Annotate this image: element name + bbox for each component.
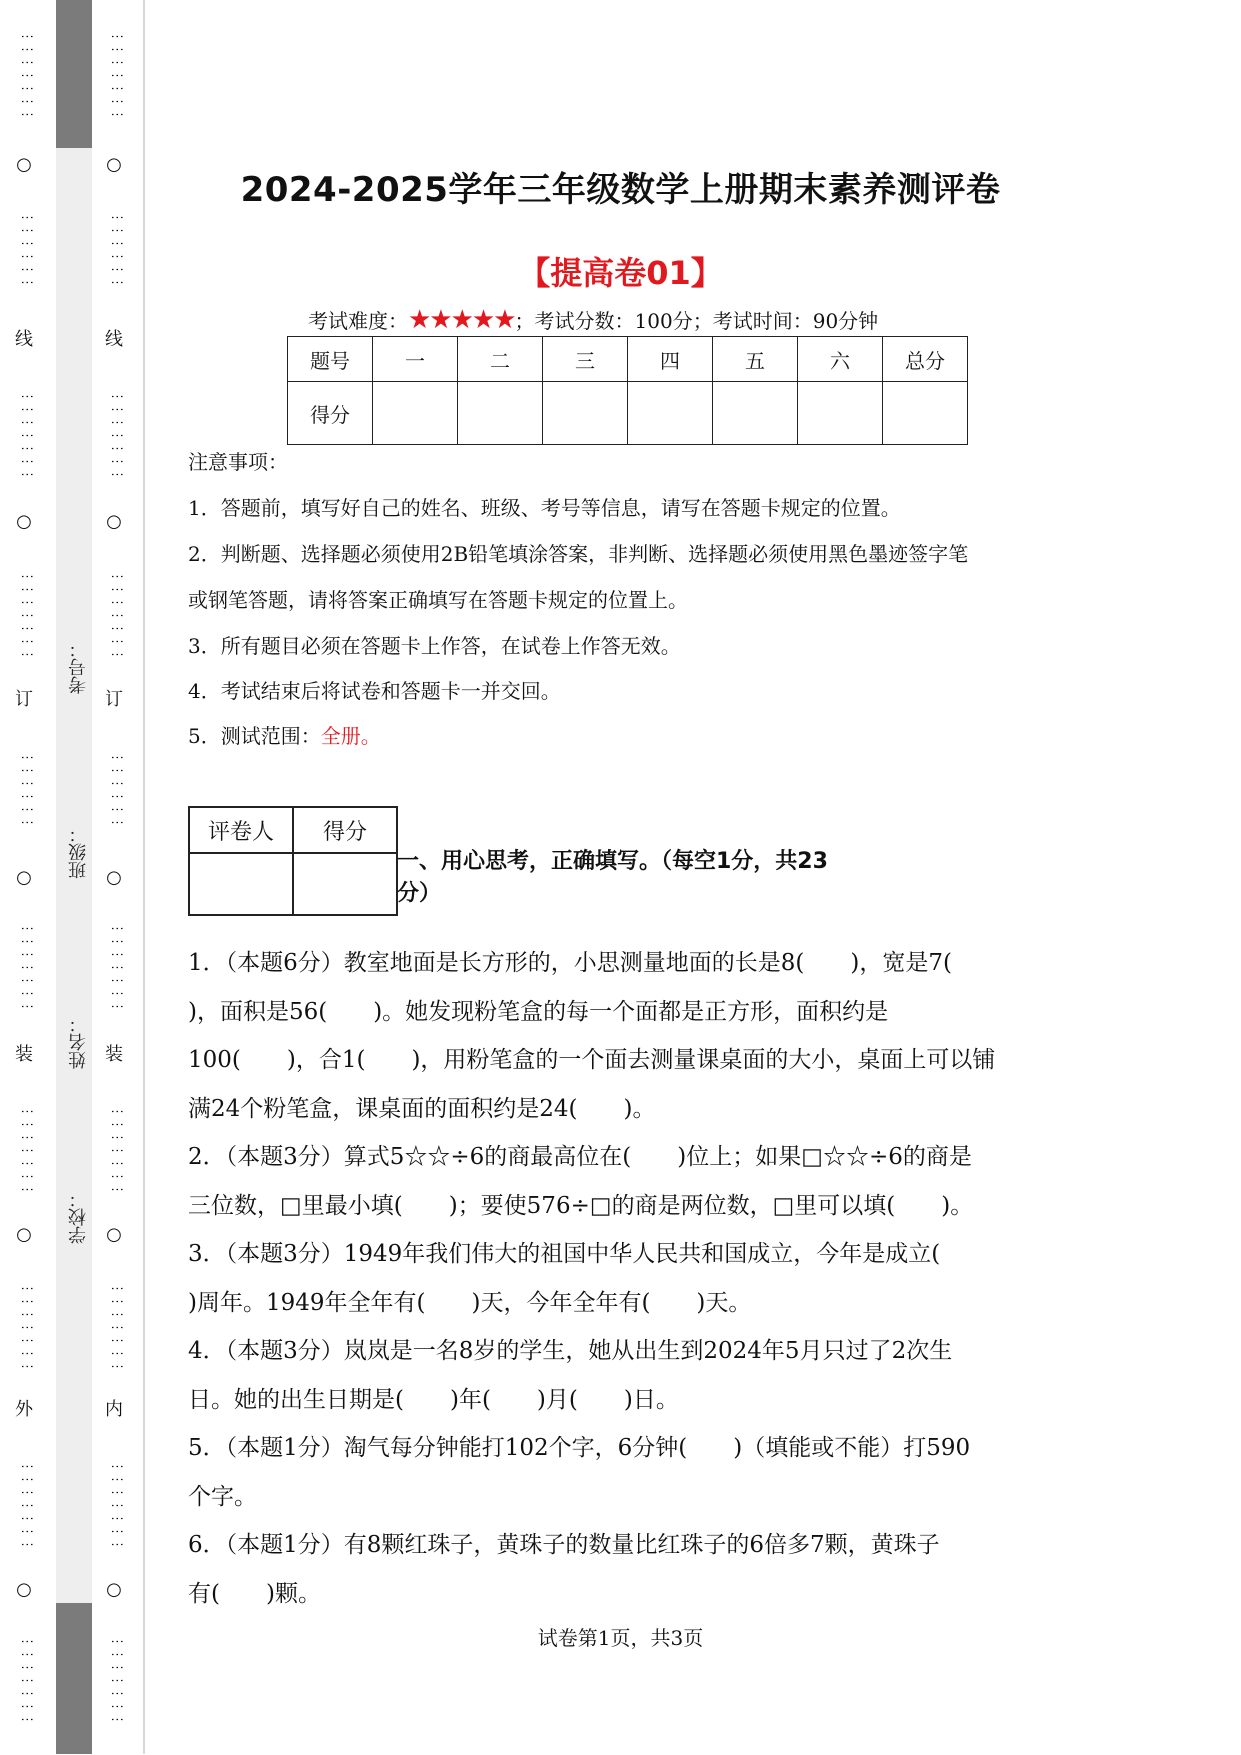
question-line: 3．（本题3分）1949年我们伟大的祖国中华人民共和国成立，今年是成立( <box>188 1241 941 1267</box>
note-item: 1．答题前，填写好自己的姓名、班级、考号等信息，请写在答题卡规定的位置。 <box>188 496 901 520</box>
dotted-guide: ⋮⋮⋮⋮⋮⋮⋮ <box>109 29 124 121</box>
grader-header: 评卷人 <box>189 807 293 853</box>
binding-circle: ○ <box>16 511 32 532</box>
difficulty-stars-icon: ★★★★★ <box>408 305 515 335</box>
dotted-guide: ⋮⋮⋮⋮⋮⋮⋮ <box>19 1104 34 1196</box>
school-field: 学校： <box>68 1190 89 1244</box>
scope-value: 全册。 <box>320 724 381 748</box>
note-item-scope <box>188 720 381 749</box>
grader-header-row <box>189 807 397 853</box>
question-line: 1．（本题6分）教室地面是长方形的，小思测量地面的长是8( )，宽是7( <box>188 950 952 976</box>
dotted-guide: ⋮⋮⋮⋮⋮⋮⋮ <box>19 1634 34 1726</box>
score-table-header: 五 <box>713 337 798 382</box>
question-line: 100( )，合1( )，用粉笔盒的一个面去测量课桌面的大小，桌面上可以铺 <box>188 1047 996 1073</box>
score-table-score-row <box>288 382 968 445</box>
binding-mark-zhuang: 装 <box>105 1044 123 1065</box>
score-table-header: 四 <box>628 337 713 382</box>
dotted-guide: ⋮⋮⋮⋮⋮⋮⋮ <box>109 569 124 661</box>
score-cell[interactable] <box>543 382 628 445</box>
note-item: 2．判断题、选择题必须使用2B铅笔填涂答案，非判断、选择题必须使用黑色墨迹签字笔 <box>188 542 969 566</box>
section-title-line: 一、用心思考，正确填写。（每空1分，共23 <box>397 849 828 874</box>
question-line: 三位数，□里最小填( )；要使576÷□的商是两位数，□里可以填( )。 <box>188 1193 974 1219</box>
binding-mark-nei: 内 <box>105 1399 123 1420</box>
dotted-guide: ⋮⋮⋮⋮⋮⋮⋮ <box>109 389 124 481</box>
exam-number-field: 考号： <box>68 640 89 694</box>
question-line: 6．（本题1分）有8颗红珠子，黄珠子的数量比红珠子的6倍多7颗，黄珠子 <box>188 1532 940 1558</box>
strip-dark-top <box>56 0 92 148</box>
score-table <box>287 336 968 445</box>
binding-mark-xian: 线 <box>15 329 33 350</box>
page-title: 2024-2025学年三年级数学上册期末素养测评卷 <box>240 170 1001 210</box>
dotted-guide: ⋮⋮⋮⋮⋮⋮⋮ <box>19 1281 34 1373</box>
binding-circle: ○ <box>16 867 32 888</box>
binding-circle: ○ <box>16 1579 32 1600</box>
grader-name-cell[interactable] <box>189 853 293 915</box>
dotted-guide: ⋮⋮⋮⋮⋮⋮⋮ <box>19 389 34 481</box>
dotted-guide: ⋮⋮⋮⋮⋮⋮⋮ <box>19 1459 34 1551</box>
page-subtitle: 【提高卷01】 <box>518 254 723 292</box>
question-line: 4．（本题3分）岚岚是一名8岁的学生，她从出生到2024年5月只过了2次生 <box>188 1338 953 1364</box>
binding-mark-xian: 线 <box>105 329 123 350</box>
binding-circle: ○ <box>16 1224 32 1245</box>
grader-score-cell[interactable] <box>293 853 397 915</box>
name-field: 姓名： <box>68 1015 89 1069</box>
scope-label: 5．测试范围： <box>188 724 321 748</box>
question-line: )周年。1949年全年有( )天，今年全年有( )天。 <box>188 1290 752 1316</box>
question-line: 个字。 <box>188 1484 257 1510</box>
note-item: 3．所有题目必须在答题卡上作答，在试卷上作答无效。 <box>188 634 681 658</box>
binding-circle: ○ <box>106 154 122 175</box>
grader-table <box>188 806 398 916</box>
question-line: 有( )颗。 <box>188 1581 321 1607</box>
dotted-guide: ⋮⋮⋮⋮⋮⋮ <box>109 211 124 289</box>
note-item: 或钢笔答题，请将答案正确填写在答题卡规定的位置上。 <box>188 588 688 612</box>
binding-circle: ○ <box>106 511 122 532</box>
dotted-guide: ⋮⋮⋮⋮⋮⋮⋮ <box>109 1104 124 1196</box>
dotted-guide: ⋮⋮⋮⋮⋮⋮⋮ <box>19 569 34 661</box>
dotted-guide: ⋮⋮⋮⋮⋮⋮⋮ <box>109 1459 124 1551</box>
score-time-info: ；考试分数：100分；考试时间：90分钟 <box>514 309 879 333</box>
section-title-line: 分） <box>397 881 442 906</box>
binding-circle: ○ <box>16 154 32 175</box>
binding-mark-zhuang: 装 <box>15 1044 33 1065</box>
score-cell[interactable] <box>883 382 968 445</box>
score-table-header: 二 <box>458 337 543 382</box>
score-table-header: 题号 <box>288 337 373 382</box>
exam-info <box>308 305 878 335</box>
dotted-guide: ⋮⋮⋮⋮⋮⋮⋮ <box>19 922 34 1013</box>
note-item: 4．考试结束后将试卷和答题卡一并交回。 <box>188 679 561 703</box>
dotted-guide: ⋮⋮⋮⋮⋮⋮ <box>19 751 34 829</box>
score-table-header: 三 <box>543 337 628 382</box>
binding-circle: ○ <box>106 1224 122 1245</box>
question-line: )，面积是56( )。她发现粉笔盒的每一个面都是正方形，面积约是 <box>188 999 889 1025</box>
binding-circle: ○ <box>106 1579 122 1600</box>
grader-input-row <box>189 853 397 915</box>
binding-mark-ding: 订 <box>15 689 33 710</box>
score-table-header: 总分 <box>883 337 968 382</box>
binding-circle: ○ <box>106 867 122 888</box>
binding-mark-wai: 外 <box>15 1399 33 1420</box>
score-cell[interactable] <box>628 382 713 445</box>
class-field: 班级： <box>68 825 89 879</box>
score-table-header-row <box>288 337 968 382</box>
dotted-guide: ⋮⋮⋮⋮⋮⋮⋮ <box>109 922 124 1013</box>
score-table-header: 六 <box>798 337 883 382</box>
question-line: 日。她的出生日期是( )年( )月( )日。 <box>188 1387 679 1413</box>
question-line: 5．（本题1分）淘气每分钟能打102个字，6分钟( )（填能或不能）打590 <box>188 1435 971 1461</box>
score-cell[interactable] <box>798 382 883 445</box>
score-cell[interactable] <box>713 382 798 445</box>
score-cell[interactable] <box>458 382 543 445</box>
dotted-guide: ⋮⋮⋮⋮⋮⋮ <box>19 211 34 289</box>
difficulty-label: 考试难度： <box>308 309 408 333</box>
page-footer: 试卷第1页，共3页 <box>537 1626 704 1650</box>
score-cell[interactable] <box>373 382 458 445</box>
notes-heading: 注意事项： <box>188 450 288 474</box>
binding-mark-ding: 订 <box>105 689 123 710</box>
score-table-header: 一 <box>373 337 458 382</box>
grader-header: 得分 <box>293 807 397 853</box>
dotted-guide: ⋮⋮⋮⋮⋮⋮⋮ <box>19 29 34 121</box>
score-row-label: 得分 <box>288 382 373 445</box>
dotted-guide: ⋮⋮⋮⋮⋮⋮⋮ <box>109 1634 124 1726</box>
section-heading <box>397 846 917 910</box>
question-line: 满24个粉笔盒，课桌面的面积约是24( )。 <box>188 1096 656 1122</box>
dotted-guide: ⋮⋮⋮⋮⋮⋮ <box>109 751 124 829</box>
dotted-guide: ⋮⋮⋮⋮⋮⋮⋮ <box>109 1281 124 1373</box>
question-line: 2．（本题3分）算式5☆☆÷6的商最高位在( )位上；如果□☆☆÷6的商是 <box>188 1144 972 1170</box>
